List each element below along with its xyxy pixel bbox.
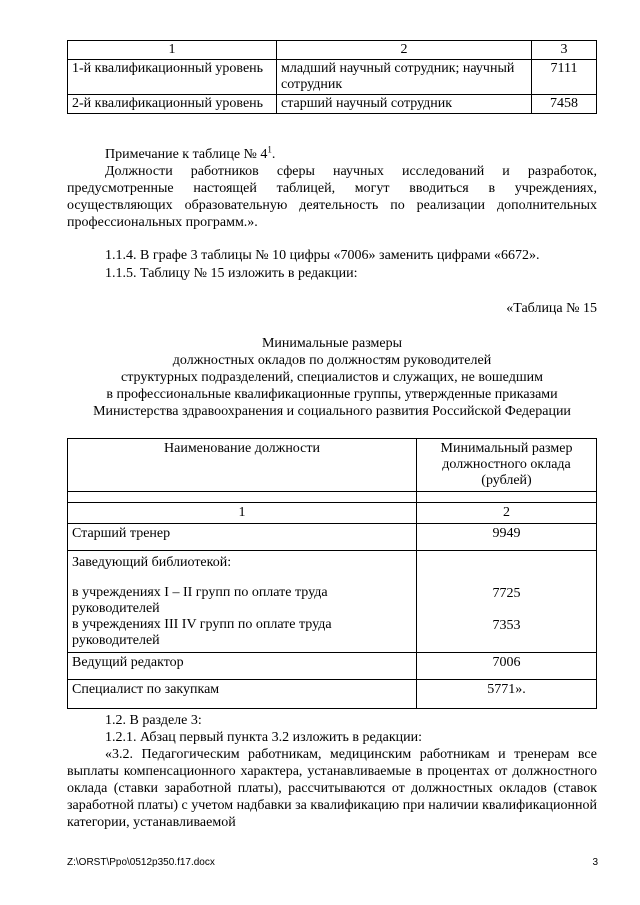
page-number: 3: [592, 857, 598, 868]
footer-file-path: Z:\ORST\Ppo\0512p350.f17.docx: [67, 857, 215, 868]
table-header-cell: 1: [68, 41, 277, 60]
paragraph-1-2: 1.2. В разделе 3:: [105, 713, 202, 728]
heading-line: Минимальные размеры: [261, 336, 403, 351]
table-row: [68, 524, 597, 551]
heading-line: Министерства здравоохранения и социального развития Российской Федерации: [93, 404, 571, 419]
salary-value: 7725: [492, 586, 521, 601]
qualification-table: [67, 40, 597, 114]
paragraph-1-1-5: 1.1.5. Таблицу № 15 изложить в редакции:: [105, 266, 358, 281]
position-cell: Старший тренер: [68, 524, 417, 551]
position-group-label: Заведующий библиотекой:: [72, 555, 232, 570]
salary-cell: 5771».: [417, 680, 597, 709]
position-subitem: в учреждениях III IV групп по оплате труда руководителей: [72, 617, 332, 648]
salary-cell: 7006: [417, 653, 597, 680]
level-cell: 1-й квалификационный уровень: [68, 60, 277, 95]
position-cell: Ведущий редактор: [68, 653, 417, 680]
position-subitem: в учреждениях I – II групп по оплате труда руководителей: [72, 585, 328, 616]
table-row: [68, 60, 597, 95]
table-row: [68, 95, 597, 114]
table-row: [68, 653, 597, 680]
heading-line: структурных подразделений, специалистов и служащих, не вошедшим: [121, 370, 543, 385]
number-cell: 2: [417, 503, 597, 524]
heading-line: в профессиональные квалификационные группы, утвержденные приказами: [106, 387, 558, 402]
level-cell: 2-й квалификационный уровень: [68, 95, 277, 114]
table-header-cell: 3: [532, 41, 597, 60]
number-cell: 1: [68, 503, 417, 524]
table-header-row: [68, 41, 597, 60]
paragraph-3-2: «3.2. Педагогическим работникам, медицинским работникам и тренерам все выплаты компенсационного характера, устанавливаемые в процентах от должностного оклада (ставки заработной платы), рассчитываются от должностных окладов (ставок заработной платы) с учетом надбавки за квалификацию при наличии квалификационной категории, устанавливаемой: [67, 747, 597, 830]
salary-cell: [417, 551, 597, 653]
table-reference: «Таблица № 15: [506, 301, 597, 316]
positions-cell: старший научный сотрудник: [277, 95, 532, 114]
heading-line: должностных окладов по должностям руководителей: [172, 353, 492, 368]
salary-cell: 7111: [532, 60, 597, 95]
salary-cell: 9949: [417, 524, 597, 551]
table-number-row: [68, 503, 597, 524]
paragraph-1-1-4: 1.1.4. В графе 3 таблицы № 10 цифры «7006» заменить цифрами «6672».: [105, 248, 540, 263]
note-title: Примечание к таблице № $4^1$.: [105, 144, 276, 162]
col2-header: Минимальный размер должностного оклада (рублей): [417, 439, 597, 492]
salary-cell: 7458: [532, 95, 597, 114]
table-header-row: [68, 439, 597, 492]
table-row: [68, 551, 597, 653]
position-cell: Специалист по закупкам: [68, 680, 417, 709]
note-text: Должности работников сферы научных исследований и разработок, предусмотренные настоящей таблицей, могут вводиться в учреждениях, осуществляющих образовательную деятельность по реализации дополнительных профессиональных программ.».: [67, 164, 597, 230]
positions-cell: младший научный сотрудник; научный сотрудник: [277, 60, 532, 95]
table-header-cell: 2: [277, 41, 532, 60]
position-cell: [68, 551, 417, 653]
salary-value: 7353: [492, 618, 521, 633]
table-row: [68, 680, 597, 709]
salary-table: [67, 438, 597, 709]
paragraph-1-2-1: 1.2.1. Абзац первый пункта 3.2 изложить в редакции:: [105, 730, 423, 745]
col1-header: Наименование должности: [68, 439, 417, 492]
